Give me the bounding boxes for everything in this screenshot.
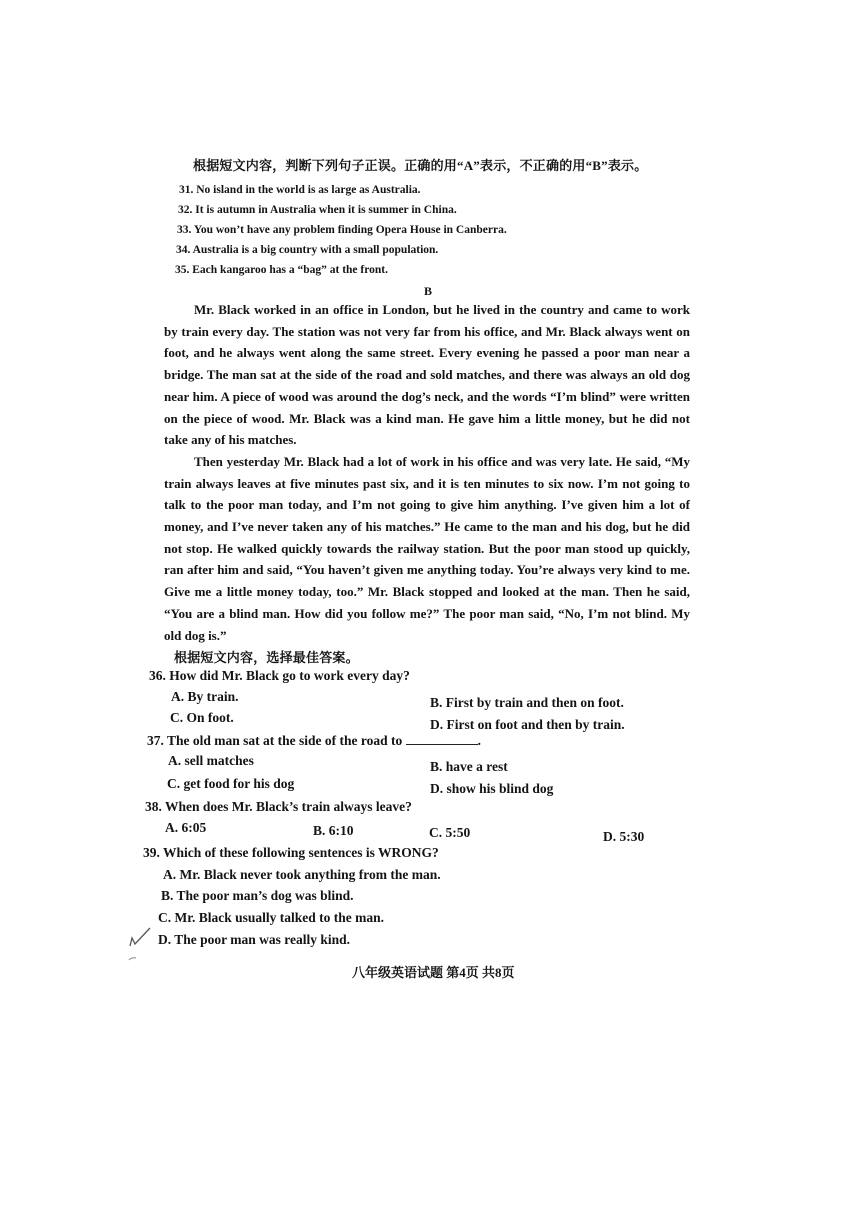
- question-39-option-a: A. Mr. Black never took anything from the man.: [163, 867, 441, 882]
- tf-item-34: 34. Australia is a big country with a small population.: [176, 244, 439, 256]
- reading-passage: [164, 299, 690, 646]
- question-36-stem: 36. How did Mr. Black go to work every day?: [149, 668, 410, 683]
- question-39-option-b: B. The poor man’s dog was blind.: [161, 888, 354, 903]
- question-39-stem: 39. Which of these following sentences is WRONG?: [143, 845, 439, 860]
- answer-blank: [406, 733, 478, 745]
- question-38-stem: 38. When does Mr. Black’s train always leave?: [145, 799, 412, 814]
- question-37-option-b: B. have a rest: [430, 759, 508, 774]
- question-36-option-d: D. First on foot and then by train.: [430, 717, 625, 732]
- section-b-label: B: [424, 284, 433, 298]
- tf-item-33: 33. You won’t have any problem finding Opera House in Canberra.: [177, 224, 507, 236]
- question-39-option-d: D. The poor man was really kind.: [158, 932, 351, 947]
- question-37-option-d: D. show his blind dog: [430, 781, 554, 796]
- question-36-option-b: B. First by train and then on foot.: [430, 695, 624, 710]
- tf-item-32: 32. It is autumn in Australia when it is summer in China.: [178, 204, 457, 216]
- question-39-option-c: C. Mr. Black usually talked to the man.: [158, 910, 385, 925]
- question-36-option-a: A. By train.: [171, 689, 239, 704]
- question-37-stem: [147, 733, 481, 749]
- question-38-option-c: C. 5:50: [429, 825, 471, 840]
- tf-item-35: 35. Each kangaroo has a “bag” at the front.: [175, 264, 388, 276]
- page-footer: 八年级英语试题 第4页 共8页: [352, 965, 515, 980]
- question-38-option-b: B. 6:10: [313, 823, 354, 838]
- passage-paragraph-1: Mr. Black worked in an office in London, but he lived in the country and came to work by train every day. The station was not very far from his office, and Mr. Black always went on foot, and he always went along the same street. Every evening he passed a poor man near a bridge. The man sat at the side of the road and sold matches, and there was always an old dog near him. A piece of wood was around the dog’s neck, and the words “I’m blind” were written on the piece of wood. Mr. Black was a kind man. He gave him a little money, but he did not take any of his matches.: [164, 302, 690, 448]
- question-36-option-c: C. On foot.: [170, 710, 234, 725]
- pen-mark-icon: [126, 924, 156, 964]
- passage-paragraph-2: Then yesterday Mr. Black had a lot of work in his office and was very late. He said, “My train always leaves at five minutes past six, and it is ten minutes to six now. I’m not going to talk to the poor man today, and I’m not going to give him anything. I’ve given him a lot of money, and I’ve never taken any of his matches.” He came to the man and his dog, but he did not stop. He walked quickly towards the railway station. But the poor man stood up quickly, ran after him and said, “You haven’t given me anything today. You’re always very kind to me. Give me a little money today, too.” Mr. Black stopped and looked at the man. Then he said, “You are a blind man. How did you follow me?” The poor man said, “No, I’m not blind. My old dog is.”: [164, 453, 690, 643]
- tf-instruction: 根据短文内容，判断下列句子正误。正确的用“A”表示，不正确的用“B”表示。: [193, 158, 648, 173]
- tf-item-31: 31. No island in the world is as large as Australia.: [179, 184, 421, 196]
- question-37-option-c: C. get food for his dog: [167, 776, 295, 791]
- question-37-option-a: A. sell matches: [168, 753, 254, 768]
- mc-instruction: 根据短文内容，选择最佳答案。: [174, 650, 359, 665]
- question-38-option-a: A. 6:05: [165, 820, 207, 835]
- blank-period: .: [477, 733, 482, 748]
- question-37-text: 37. The old man sat at the side of the road to: [147, 733, 403, 748]
- question-38-option-d: D. 5:30: [603, 829, 645, 844]
